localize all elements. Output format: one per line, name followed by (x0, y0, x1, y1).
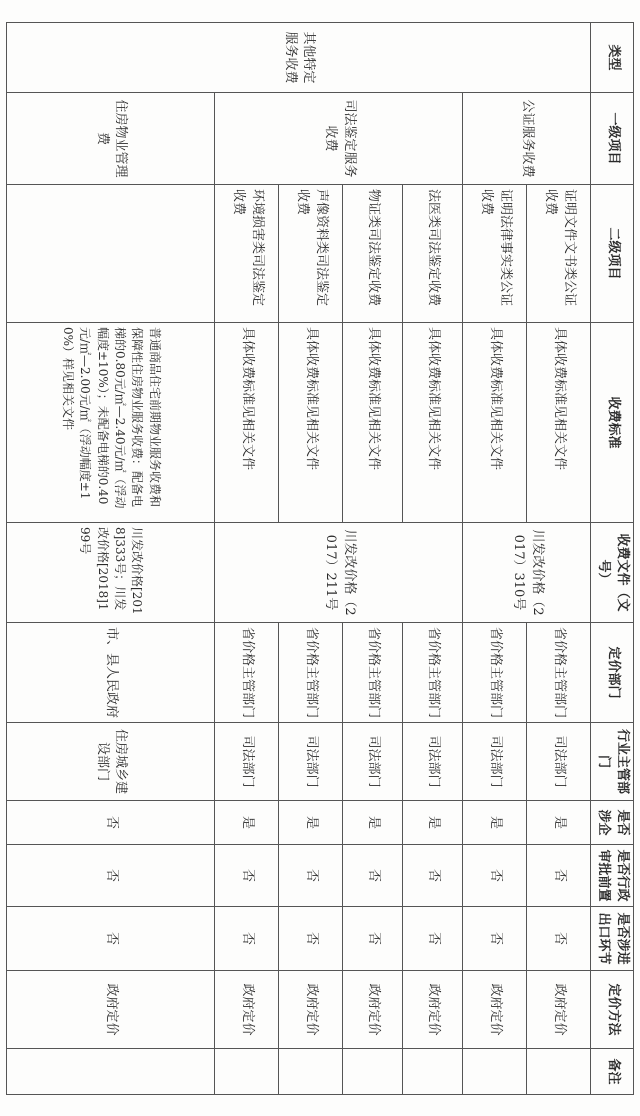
dept-cell: 省价格主管部门 (343, 623, 403, 723)
enterprise-cell: 是 (343, 801, 403, 845)
standard-cell: 具体收费标准见相关文件 (403, 323, 463, 523)
remark-cell (463, 1049, 527, 1095)
enterprise-cell: 是 (463, 801, 527, 845)
standard-cell: 具体收费标准见相关文件 (527, 323, 591, 523)
method-cell: 政府定价 (463, 971, 527, 1049)
header-level2: 二级项目 (591, 185, 634, 323)
table-row (527, 23, 591, 1095)
level2-cell: 证明法律事实类公证收费 (463, 185, 527, 323)
approval-cell: 否 (463, 845, 527, 907)
level2-cell: 法医类司法鉴定收费 (403, 185, 463, 323)
doc-property: 川发改价格[2018]333号；川发改价格[2018]199号 (7, 523, 215, 623)
fee-table (6, 22, 634, 1095)
industry-cell: 司法部门 (215, 723, 279, 801)
export-cell: 否 (463, 907, 527, 971)
header-pricing-dept: 定价部门 (591, 623, 634, 723)
method-cell: 政府定价 (7, 971, 215, 1049)
enterprise-cell: 是 (527, 801, 591, 845)
header-method: 定价方法 (591, 971, 634, 1049)
approval-cell: 否 (343, 845, 403, 907)
remark-cell (403, 1049, 463, 1095)
export-cell: 否 (343, 907, 403, 971)
dept-cell: 省价格主管部门 (215, 623, 279, 723)
dept-cell: 省价格主管部门 (463, 623, 527, 723)
approval-cell: 否 (527, 845, 591, 907)
method-cell: 政府定价 (403, 971, 463, 1049)
header-industry-dept: 行业主管部门 (591, 723, 634, 801)
dept-cell: 省价格主管部门 (403, 623, 463, 723)
industry-cell: 司法部门 (527, 723, 591, 801)
approval-cell: 否 (7, 845, 215, 907)
method-cell: 政府定价 (343, 971, 403, 1049)
standard-cell: 具体收费标准见相关文件 (279, 323, 343, 523)
industry-cell: 司法部门 (279, 723, 343, 801)
enterprise-cell: 是 (279, 801, 343, 845)
approval-cell: 否 (279, 845, 343, 907)
remark-cell (527, 1049, 591, 1095)
header-export: 是否涉进出口环节 (591, 907, 634, 971)
method-cell: 政府定价 (215, 971, 279, 1049)
header-standard: 收费标准 (591, 323, 634, 523)
table-row (7, 23, 215, 1095)
export-cell: 否 (7, 907, 215, 971)
export-cell: 否 (279, 907, 343, 971)
remark-cell (279, 1049, 343, 1095)
industry-cell: 住房城乡建设部门 (7, 723, 215, 801)
enterprise-cell: 是 (215, 801, 279, 845)
export-cell: 否 (527, 907, 591, 971)
table-row (403, 23, 463, 1095)
level2-cell: 声像资料类司法鉴定收费 (279, 185, 343, 323)
remark-cell (215, 1049, 279, 1095)
header-document: 收费文件（文号） (591, 523, 634, 623)
dept-cell: 市、县人民政府 (7, 623, 215, 723)
method-cell: 政府定价 (527, 971, 591, 1049)
header-enterprise: 是否涉企 (591, 801, 634, 845)
remark-cell (343, 1049, 403, 1095)
enterprise-cell: 否 (7, 801, 215, 845)
industry-cell: 司法部门 (403, 723, 463, 801)
level1-notary: 公证服务收费 (463, 93, 591, 185)
header-remark: 备注 (591, 1049, 634, 1095)
dept-cell: 省价格主管部门 (527, 623, 591, 723)
export-cell: 否 (215, 907, 279, 971)
industry-cell: 司法部门 (463, 723, 527, 801)
level1-property: 住房物业管理费 (7, 93, 215, 185)
standard-cell: 具体收费标准见相关文件 (215, 323, 279, 523)
doc-notary: 川发改价格（2017）310号 (463, 523, 591, 623)
header-type: 类型 (591, 23, 634, 93)
level2-cell: 环境损害类司法鉴定收费 (215, 185, 279, 323)
header-row (591, 23, 634, 1095)
standard-cell: 具体收费标准见相关文件 (343, 323, 403, 523)
approval-cell: 否 (215, 845, 279, 907)
level2-cell: 证明文件文书类公证收费 (527, 185, 591, 323)
header-approval: 是否行政审批前置 (591, 845, 634, 907)
approval-cell: 否 (403, 845, 463, 907)
level2-cell (7, 185, 215, 323)
header-level1: 一级项目 (591, 93, 634, 185)
enterprise-cell: 是 (403, 801, 463, 845)
category-cell: 其他特定服务收费 (7, 23, 591, 93)
doc-forensic: 川发改价格（2017）211号 (215, 523, 463, 623)
industry-cell: 司法部门 (343, 723, 403, 801)
standard-cell: 具体收费标准见相关文件 (463, 323, 527, 523)
method-cell: 政府定价 (279, 971, 343, 1049)
export-cell: 否 (403, 907, 463, 971)
level2-cell: 物证类司法鉴定收费 (343, 185, 403, 323)
standard-cell: 普通商品住宅前期物业服务收费和保障性住房物业服务收费：配备电梯的0.80元/㎡—2.40元/㎡（浮动幅度±10%）；未配备电梯的0.40元/㎡—2.00元/㎡（浮动幅度±10%）样见相关文件 (7, 323, 215, 523)
remark-cell (7, 1049, 215, 1095)
level1-forensic: 司法鉴定服务收费 (215, 93, 463, 185)
dept-cell: 省价格主管部门 (279, 623, 343, 723)
